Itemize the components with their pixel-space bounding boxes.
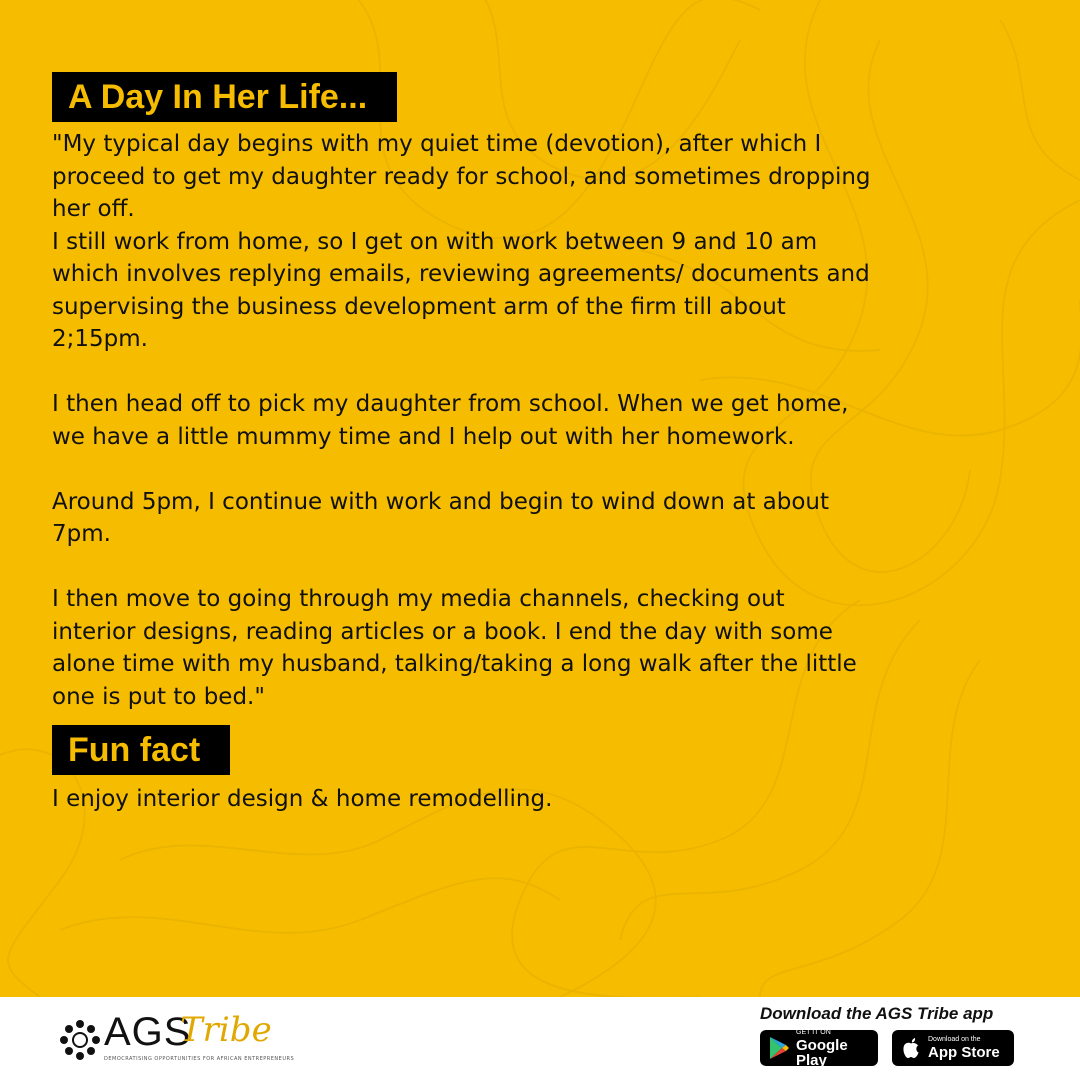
logo-tagline: DEMOCRATISING OPPORTUNITIES FOR AFRICAN ENTREPRENEURS: [104, 1056, 295, 1062]
app-store-small-text: Download on the: [928, 1036, 981, 1043]
paragraph-morning: "My typical day begins with my quiet time (devotion), after which I proceed to get my daughter ready for school, and sometimes dropping her off. I still work from home, so I get on with work between 9 and 10 am which involves replying emails, reviewing agreements/ documents and supervising the business development arm of the firm till about 2;15pm.: [52, 131, 871, 352]
google-play-icon: [768, 1036, 790, 1060]
app-store-button[interactable]: [892, 1030, 1014, 1066]
logo-script: Tribe: [180, 1010, 272, 1050]
logo-wordmark: AGS: [104, 1010, 192, 1054]
app-store-label: App Store: [928, 1044, 1000, 1061]
day-in-life-body: [52, 128, 872, 713]
google-play-small-text: GET IT ON: [796, 1028, 831, 1036]
paragraph-night: I then move to going through my media channels, checking out interior designs, reading articles or a book. I end the day with some alone time with my husband, talking/taking a long walk after the little one is put to bed.": [52, 586, 857, 710]
google-play-label: Google Play: [796, 1036, 848, 1069]
fun-fact-heading: Fun fact: [52, 725, 230, 775]
main-content: [52, 72, 872, 816]
paragraph-evening: Around 5pm, I continue with work and begin to wind down at about 7pm.: [52, 488, 830, 547]
day-in-life-heading: A Day In Her Life...: [52, 72, 397, 122]
paragraph-afternoon: I then head off to pick my daughter from school. When we get home, we have a little mummy time and I help out with her homework.: [52, 391, 849, 450]
apple-icon: [900, 1036, 922, 1060]
download-app-title: Download the AGS Tribe app: [760, 1004, 994, 1023]
fun-fact-text: I enjoy interior design & home remodelling.: [52, 786, 553, 812]
google-play-button[interactable]: [760, 1028, 878, 1069]
